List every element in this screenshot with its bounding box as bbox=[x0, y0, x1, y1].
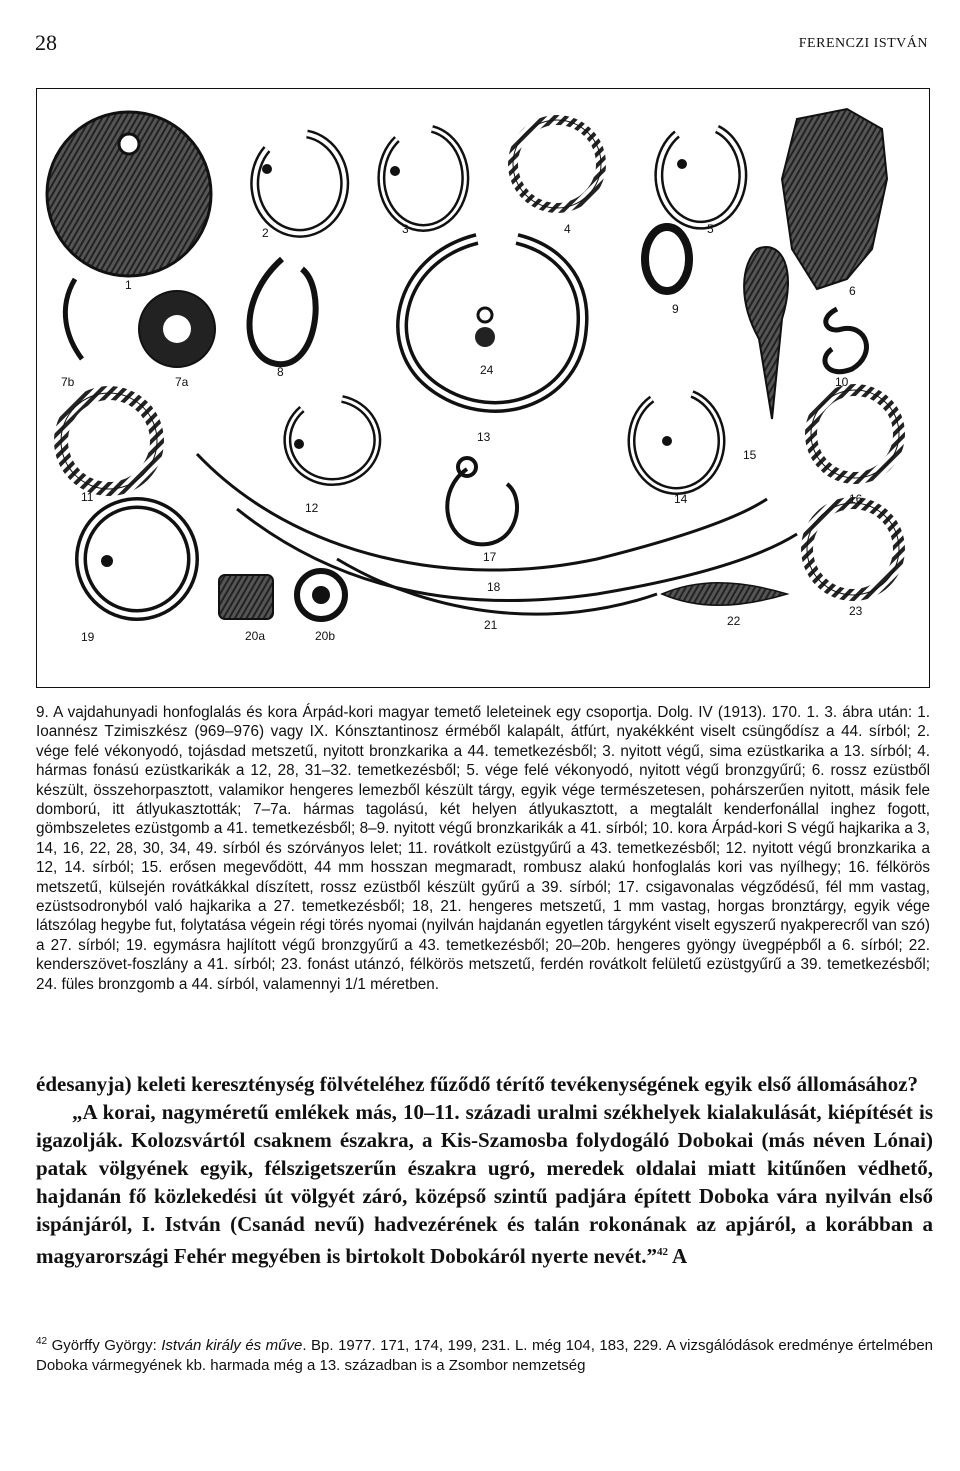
figure-label: 8 bbox=[277, 365, 284, 379]
spiral-hair-ring bbox=[447, 458, 517, 544]
figure-caption: 9. A vajdahunyadi honfoglalás és kora Árpád-kori magyar temető leleteinek egy csoportja. Dolg. IV (1913). 170. 1. 3. ábra után: 1. Ioannész Tzimiszkész (969–976) vagy IX. Kónsztantinosz érméből kalapált, átfúrt, nyakékként viselt csüngődísz a 44. sírból; 2. vége felé vékonyodó, tojásdad metszetű, nyitott bronzkarika a 44. temetkezésből; 3. nyitott végű, sima ezüstkarika a 13. sírból; 4. hármas fonású ezüstkarikák a 12, 28, 31–32. temetkezésből; 5. vége felé vékonyodó, nyitott végű bronzgyűrű; 6. rossz ezüstből készült, összehorpasztott, valamikor hengeres lemezből készült tárgy, egyik vége természetesen, pohárszerűen nyitott, másik fele domború, itt átlyukasztották; 7–7a. hármas tagolású, két helyen átlyukasztott, a megtalált kenderfonállal inghez fogott, gömbszeletes ezüstgomb a 41. temetkezésből; 8–9. nyitott végű bronzkarikák a 41. sírból; 10. kora Árpád-kori S végű hajkarika a 3, 14, 16, 22, 28, 30, 34, 49. sírból és szórványos lelet; 11. rovátkolt ezüstgyűrű a 43. temetkezésből; 12. nyitott végű bronzkarika a 12, 14. sírból; 15. erősen megevődött, 44 mm hosszan megmaradt, rombusz alakú honfoglalás kori vas nyílhegy; 16. félkörös metszetű, külsején rovátkákkal díszített, rossz ezüstből készült gyűrű a 39. sírból; 17. csigavonalas végződésű, fél mm vastag, ezüstsodronyból való hajkarika a 27. temetkezésből; 18, 21. hengeres metszetű, 1 mm vastag, horgas bronztárgy, egyik vége látszólag hegybe fut, folytatása végein régi törés nyomai (nyilván hajdanán egyetlen tárgyként viselt egyszerű nyakperecről van szó) a 27. sírból; 19. egymásra hajlított végű bronzgyűrű a 43. temetkezésből; 20–20b. hengeres gyöngy üvegpépből a 6. sírból; 22. kenderszövet-foszlány a 41. sírból; 23. fonást utánzó, félkörös metszetű, ferdén rovátkolt felületű ezüstgyűrű a 39. temetkezésből; 24. füles bronzgomb a 44. sírból, valamennyi 1/1 méretben. bbox=[36, 704, 930, 993]
twisted-ring bbox=[807, 503, 899, 595]
curved-wire bbox=[197, 454, 767, 570]
figure-label: 2 bbox=[262, 226, 269, 240]
figure-label: 24 bbox=[480, 363, 494, 377]
large-bronze-ring bbox=[402, 239, 582, 407]
figure-label: 20b bbox=[315, 629, 336, 643]
figure-label: 15 bbox=[743, 448, 757, 462]
figure-plate bbox=[36, 88, 930, 688]
figure-label: 7a bbox=[175, 375, 189, 389]
figure-label: 13 bbox=[477, 430, 491, 444]
open-ring bbox=[381, 129, 465, 228]
footnote bbox=[36, 1332, 933, 1376]
figure-label: 21 bbox=[484, 618, 498, 632]
figure-label: 17 bbox=[483, 550, 497, 564]
paragraph-text: „A korai, nagyméretű emlékek más, 10–11. századi uralmi székhelyek kialakulását, kiépítését is igazolják. Kolozsvártól csaknem északra, a Kis-Szamosba folydogáló Dobokai (más néven Lónai) patak völgyének egyik, félszigetszerűn északra ugró, meredek oldalai miatt kitűnően védhető, hajdanán fő közlekedési út völgyét záró, középső szintű padjára épített Doboka vára nyilván első ispánjáról, I. István (Csanád nevű) hadvezérének és talán rokonának az apjáról, a korábban a magyarországi Fehér megyében is birtokolt Dobokáról nyerte nevét.” bbox=[36, 1100, 933, 1268]
bronze-ring bbox=[81, 503, 193, 615]
open-ring bbox=[659, 129, 743, 225]
figure-label: 1 bbox=[125, 278, 132, 292]
figure-label: 19 bbox=[81, 630, 95, 644]
textile-fragment bbox=[662, 583, 787, 606]
paragraph bbox=[36, 1098, 933, 1270]
figure-label: 6 bbox=[849, 284, 856, 298]
oval-ring bbox=[645, 227, 689, 291]
glass-bead-end-view bbox=[297, 571, 345, 619]
figure-label: 18 bbox=[487, 580, 501, 594]
figure-label: 12 bbox=[305, 501, 319, 515]
footnote-number: 42 bbox=[36, 1336, 48, 1347]
thread-fragment bbox=[65, 279, 82, 359]
figure-label: 9 bbox=[672, 302, 679, 316]
figure-label: 14 bbox=[674, 492, 688, 506]
open-ring bbox=[631, 394, 721, 491]
footnote-title: István király és műve bbox=[161, 1337, 303, 1354]
footnote-author: Györffy György: bbox=[51, 1337, 162, 1354]
paragraph-trailing: A bbox=[667, 1244, 688, 1268]
main-text bbox=[36, 1070, 933, 1270]
figure-label: 22 bbox=[727, 614, 741, 628]
figure-label: 20a bbox=[245, 629, 266, 643]
twisted-ring bbox=[513, 120, 601, 208]
paragraph: édesanyja) keleti kereszténység fölvételéhez fűződő térítő tevékenységének egyik első állomásához? bbox=[36, 1072, 919, 1096]
figure-label: 11 bbox=[81, 490, 94, 504]
artifact-drawings bbox=[37, 89, 931, 689]
running-head-author: FERENCZI ISTVÁN bbox=[798, 36, 928, 51]
figure-label: 10 bbox=[835, 375, 849, 389]
footnote-ref: 42 bbox=[656, 1246, 668, 1258]
glass-bead bbox=[219, 575, 273, 619]
figure-label: 7b bbox=[61, 375, 75, 389]
grooved-ring bbox=[61, 393, 157, 489]
figure-label: 16 bbox=[849, 492, 863, 506]
footnote-text: . Bp. 1977. 171, 174, 199, 231. L. még 104, 183, 229. A vizsgálódások eredménye értelmében Doboka vármegyének kb. harmada még a 13. században is a Zsombor nemzetség bbox=[36, 1337, 934, 1374]
figure-label: 4 bbox=[564, 222, 571, 236]
arrowhead bbox=[744, 247, 788, 419]
open-ring bbox=[287, 399, 377, 482]
open-ring bbox=[255, 134, 345, 233]
grooved-ring bbox=[811, 390, 899, 478]
page-number: 28 bbox=[35, 30, 57, 55]
figure-label: 5 bbox=[707, 222, 714, 236]
spherical-button bbox=[139, 291, 215, 367]
crumpled-object bbox=[782, 109, 887, 289]
figure-label: 3 bbox=[402, 222, 409, 236]
s-hair-ring bbox=[825, 309, 867, 372]
open-ring bbox=[250, 259, 316, 364]
figure-label: 23 bbox=[849, 604, 863, 618]
coin-pendant bbox=[47, 112, 211, 276]
